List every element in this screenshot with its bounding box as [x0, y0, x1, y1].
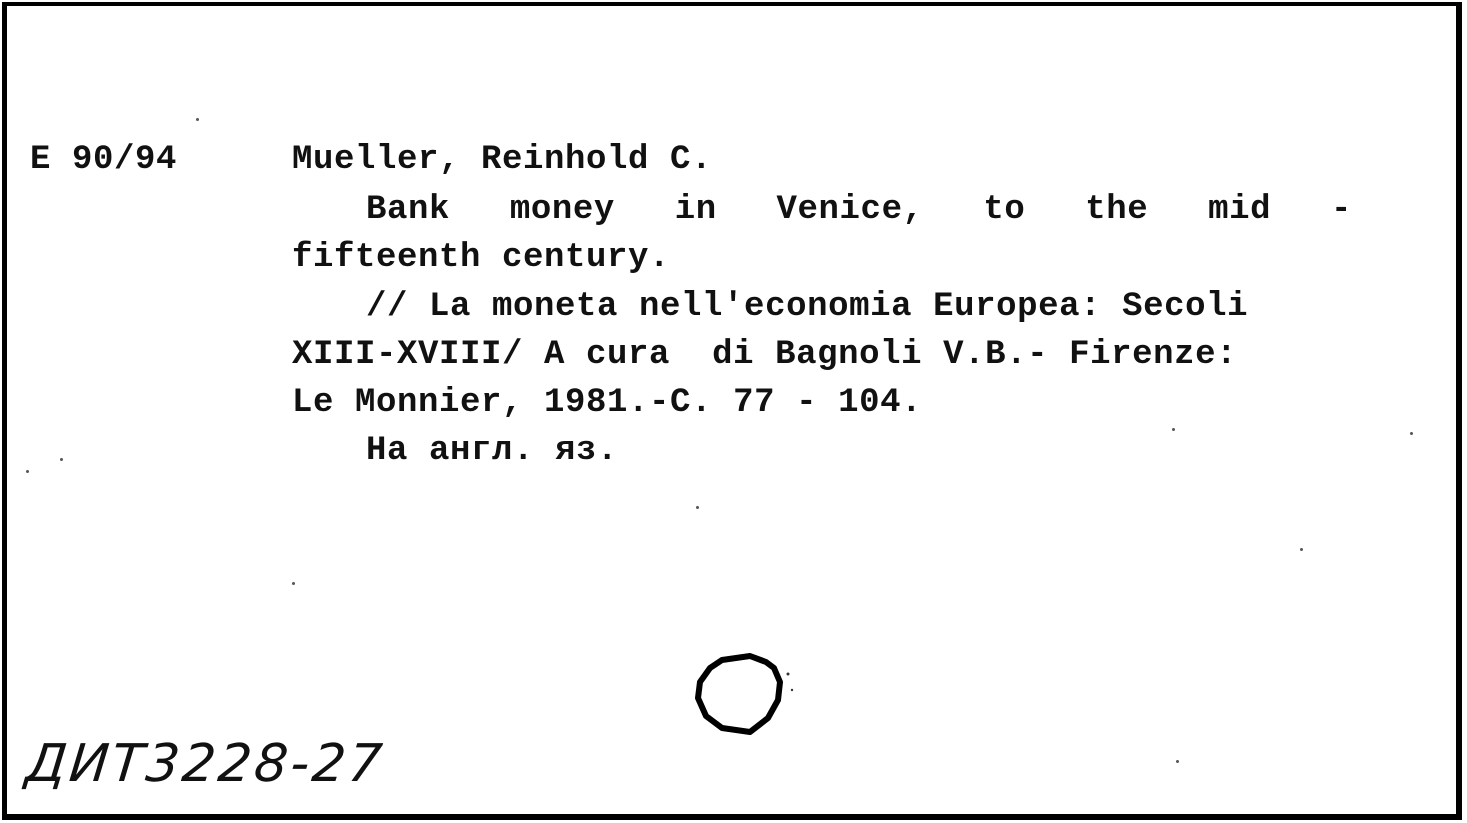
- title-line-1: [366, 186, 1352, 234]
- handwritten-inventory-number: ДИТ3228-27: [22, 734, 388, 794]
- paper-speck: [1300, 548, 1303, 551]
- punch-hole: [692, 652, 796, 738]
- paper-speck: [696, 506, 699, 509]
- author-heading: Mueller, Reinhold C.: [292, 141, 713, 179]
- language-note: На англ. яз.: [366, 432, 619, 470]
- paper-speck: [26, 470, 29, 473]
- title-word: mid: [1208, 191, 1272, 229]
- paper-speck: [1410, 432, 1413, 435]
- title-word: to: [983, 191, 1026, 229]
- title-word: Venice,: [776, 191, 924, 229]
- title-word: -: [1330, 191, 1352, 229]
- paper-speck: [292, 582, 295, 585]
- title-word: money: [509, 191, 615, 229]
- paper-speck: [60, 458, 63, 461]
- title-word: the: [1085, 191, 1149, 229]
- title-word: Bank: [366, 191, 451, 229]
- call-number: E 90/94: [30, 141, 178, 179]
- paper-speck: [1172, 428, 1175, 431]
- source-line-2: XIII-XVIII/ A cura di Bagnoli V.B.- Firenze:: [292, 336, 1238, 374]
- paper-speck: [196, 118, 199, 121]
- source-line-3: Le Monnier, 1981.-C. 77 - 104.: [292, 384, 923, 422]
- source-line-1: // La moneta nell'economia Europea: Secoli: [366, 288, 1249, 326]
- paper-speck: [1176, 760, 1179, 763]
- title-line-2: fifteenth century.: [292, 239, 671, 277]
- title-word: in: [674, 191, 717, 229]
